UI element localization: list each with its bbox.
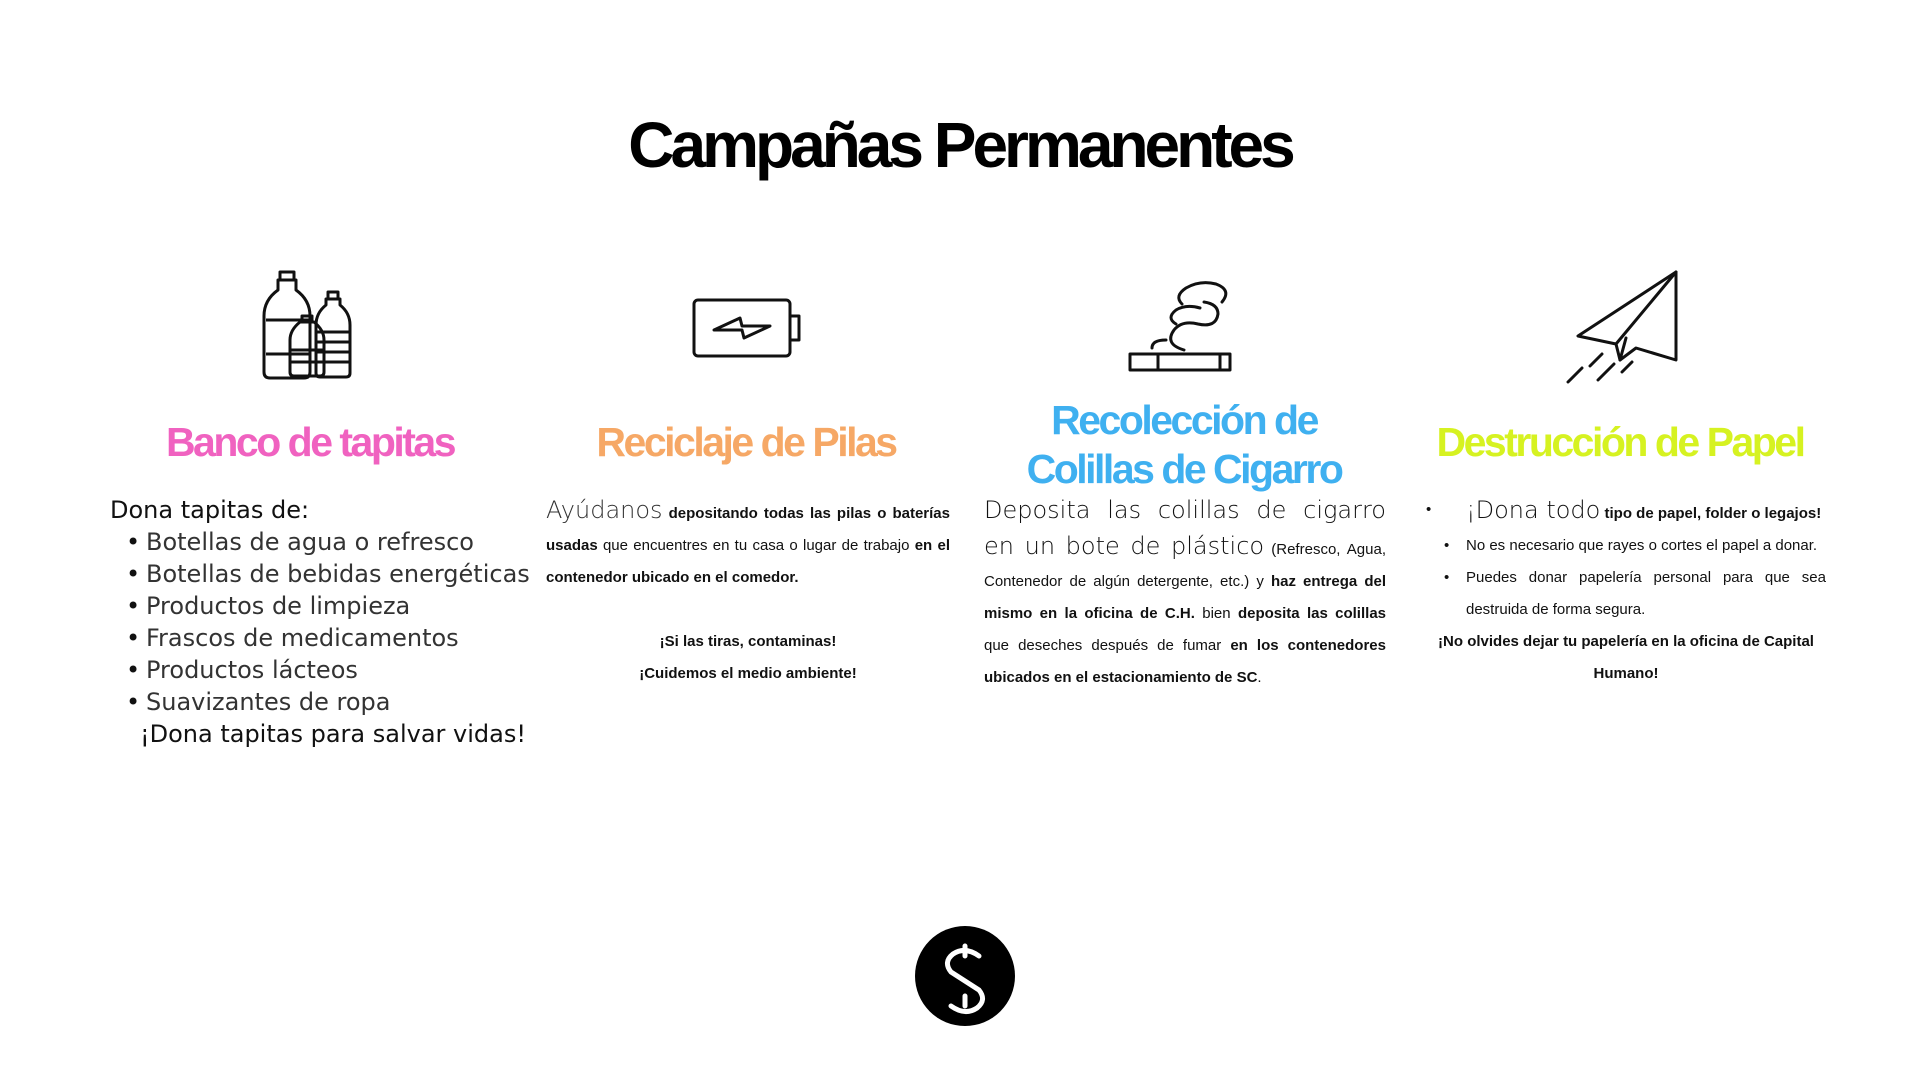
bottles-icon xyxy=(262,270,358,380)
colillas-text-4: . xyxy=(1257,669,1262,686)
pilas-text-bold-2: en el contenedor ubicado en el comedor. xyxy=(546,537,950,586)
colillas-text-3: que deseches después de fumar xyxy=(984,637,1222,654)
colillas-text-1: (Refresco, Agua, Contenedor de algún detergente, etc.) y xyxy=(984,541,1386,590)
pilas-text: que encuentres en tu casa o lugar de trabajo xyxy=(602,537,910,554)
colillas-body xyxy=(984,494,1386,694)
tapitas-list xyxy=(110,526,530,718)
papel-lead-bold: tipo de papel, folder o legajos! xyxy=(1604,505,1822,522)
papel-bullet-1 xyxy=(1426,494,1826,530)
heading-colillas-line-2: Colillas de Cigarro xyxy=(1026,446,1342,492)
heading-colillas xyxy=(984,396,1384,494)
colillas-bold-2: deposita las colillas xyxy=(1237,605,1386,622)
colillas-lead: Deposita las colillas de cigarro en un bote de plástico xyxy=(984,496,1386,560)
papel-bullet-2: • No es necesario que rayes o cortes el papel a donar. xyxy=(1444,530,1826,562)
brand-s-logo-icon xyxy=(915,926,1015,1026)
pilas-text-bold-1: depositando todas las pilas o baterías usadas xyxy=(546,505,950,554)
list-item: • Frascos de medicamentos xyxy=(110,622,530,654)
pilas-cta-2: ¡Cuidemos el medio ambiente! xyxy=(639,665,857,682)
tapitas-body xyxy=(110,494,530,750)
pilas-lead: Ayúdanos xyxy=(546,496,663,524)
heading-destruccion-papel: Destrucción de Papel xyxy=(1436,419,1804,465)
tapitas-closing: ¡Dona tapitas para salvar vidas! xyxy=(140,720,526,748)
papel-lead: ¡Dona todo xyxy=(1466,496,1601,524)
colillas-text-2: bien xyxy=(1202,605,1231,622)
page-title: Campañas Permanentes xyxy=(628,109,1292,181)
colillas-bold-3: en los contenedores ubicados en el estacionamiento de SC xyxy=(984,637,1386,686)
heading-banco-tapitas: Banco de tapitas xyxy=(165,419,455,465)
papel-bullet-3: • Puedes donar papelería personal para que sea destruida de forma segura. xyxy=(1444,562,1826,626)
pilas-cta-1: ¡Si las tiras, contaminas! xyxy=(659,633,837,650)
list-item: • Botellas de bebidas energéticas xyxy=(110,558,530,590)
heading-colillas-line-1: Recolección de xyxy=(1051,397,1317,443)
papel-closing: ¡No olvides dejar tu papelería en la oficina de Capital Humano! xyxy=(1438,633,1814,682)
list-item: • Botellas de agua o refresco xyxy=(110,526,530,558)
pilas-body xyxy=(546,494,950,690)
list-item: • Productos lácteos xyxy=(110,654,530,686)
colillas-bold-1: haz entrega del mismo en la oficina de C.H. xyxy=(984,573,1387,622)
cigarette-icon xyxy=(1128,278,1238,374)
heading-reciclaje-pilas: Reciclaje de Pilas xyxy=(596,419,896,465)
tapitas-intro: Dona tapitas de: xyxy=(110,496,310,524)
papel-body xyxy=(1426,494,1826,690)
paper-plane-icon xyxy=(1560,268,1680,384)
list-item: • Productos de limpieza xyxy=(110,590,530,622)
list-item: • Suavizantes de ropa xyxy=(110,686,530,718)
battery-icon xyxy=(692,296,802,360)
